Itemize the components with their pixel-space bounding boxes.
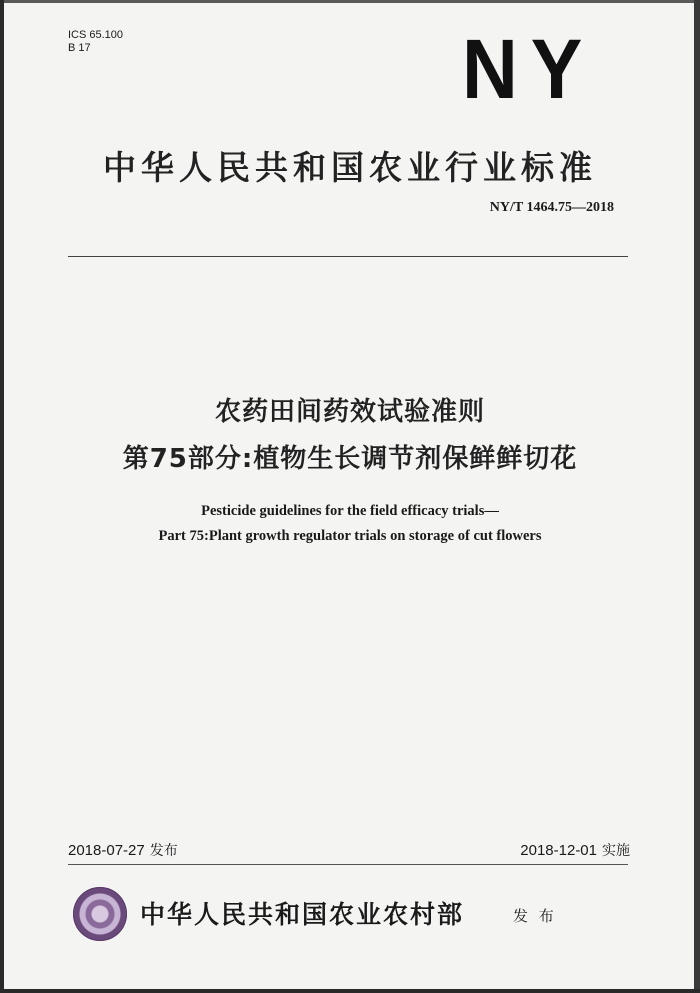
page-edge-bottom xyxy=(0,989,700,993)
chinese-title-line-2: 第75部分:植物生长调节剂保鲜鲜切花 xyxy=(122,444,578,474)
issue-label: 发布 xyxy=(149,843,178,859)
page-edge-top xyxy=(0,0,700,3)
implementation-label: 实施 xyxy=(602,843,630,859)
ccs-code: B 17 xyxy=(68,42,91,54)
publish-label: 发 布 xyxy=(513,907,557,925)
ny-logo-mark: NY xyxy=(462,22,596,116)
ministry-seal-icon xyxy=(73,887,127,941)
footer-divider xyxy=(68,864,628,865)
classification-block xyxy=(68,29,123,55)
english-title-line-2: Part 75:Plant growth regulator trials on storage of cut flowers xyxy=(158,528,542,544)
header-divider xyxy=(68,256,628,257)
chinese-title-line-1: 农药田间药效试验准则 xyxy=(214,397,485,427)
english-title-line-1: Pesticide guidelines for the field efficacy trials— xyxy=(201,503,499,519)
implementation-date-block xyxy=(520,840,630,860)
implementation-date: 2018-12-01 xyxy=(520,842,597,859)
standard-number: NY/T 1464.75—2018 xyxy=(489,200,614,215)
issue-date: 2018-07-27 xyxy=(68,842,145,859)
standard-category-title: 中华人民共和国农业行业标准 xyxy=(103,148,597,187)
ics-code: ICS 65.100 xyxy=(68,29,124,41)
issue-date-block xyxy=(68,840,178,860)
publisher-name: 中华人民共和国农业农村部 xyxy=(140,900,465,929)
